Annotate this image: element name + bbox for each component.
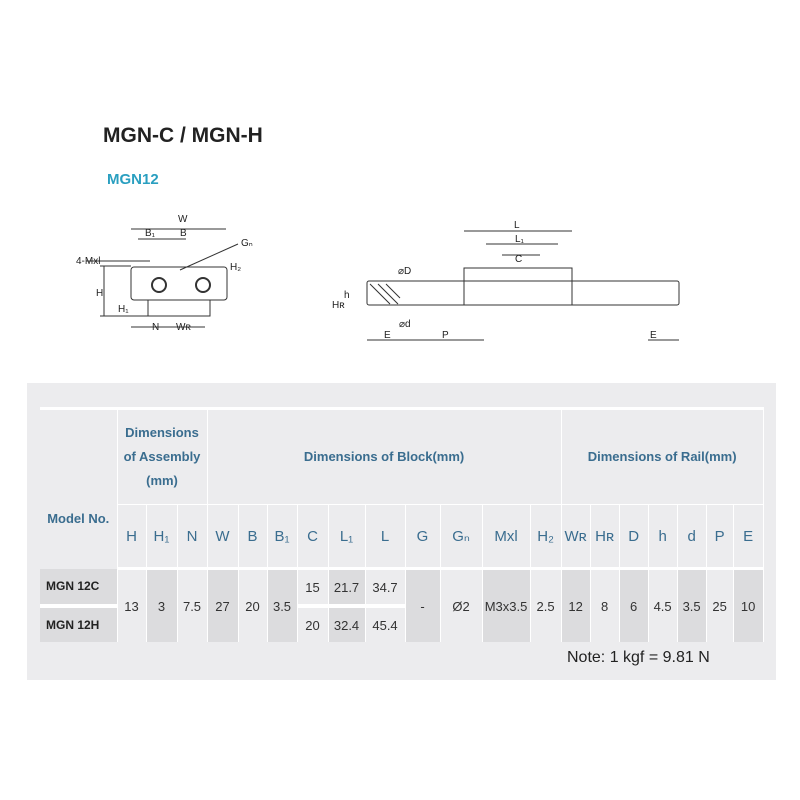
cell-G: - <box>405 569 440 643</box>
cell-d: 3.5 <box>677 569 706 643</box>
cell-L: 34.7 <box>365 569 405 607</box>
svg-text:B₁: B₁ <box>145 228 156 239</box>
cell-B1: 3.5 <box>267 569 297 643</box>
col-Gn: Gₙ <box>440 505 482 569</box>
cell-H1: 3 <box>146 569 177 643</box>
svg-text:H₂: H₂ <box>230 262 242 273</box>
page-title: MGN-C / MGN-H <box>103 124 263 147</box>
svg-text:Hʀ: Hʀ <box>332 300 345 311</box>
header-rail: Dimensions of Rail(mm) <box>561 409 763 505</box>
svg-text:E: E <box>384 330 391 341</box>
col-L: L <box>365 505 405 569</box>
svg-text:E: E <box>650 330 657 341</box>
col-C: C <box>297 505 328 569</box>
cell-Gn: Ø2 <box>440 569 482 643</box>
col-H2: H₂ <box>530 505 561 569</box>
svg-text:H: H <box>96 288 104 299</box>
header-assembly: Dimensions of Assembly (mm) <box>117 409 207 505</box>
svg-text:W: W <box>178 214 188 225</box>
cell-WR: 12 <box>561 569 590 643</box>
side-view <box>332 200 679 341</box>
col-D: D <box>619 505 648 569</box>
model-subtitle: MGN12 <box>107 171 159 188</box>
col-Mxl: Mxl <box>482 505 530 569</box>
svg-text:h: h <box>344 290 350 301</box>
col-h: h <box>648 505 677 569</box>
cell-H: 13 <box>117 569 146 643</box>
svg-text:⌀D: ⌀D <box>398 266 412 277</box>
col-W: W <box>207 505 238 569</box>
col-H1: H₁ <box>146 505 177 569</box>
svg-text:⌀d: ⌀d <box>399 319 411 330</box>
table-row <box>40 569 763 607</box>
column-headers <box>40 505 763 569</box>
cell-B: 20 <box>238 569 267 643</box>
svg-text:4-Mxl: 4-Mxl <box>76 256 101 267</box>
col-H: H <box>117 505 146 569</box>
model-name: MGN 12H <box>40 606 117 642</box>
cell-C: 15 <box>297 569 328 607</box>
cell-N: 7.5 <box>177 569 207 643</box>
col-d: d <box>677 505 706 569</box>
col-WR: Wʀ <box>561 505 590 569</box>
cell-C: 20 <box>297 606 328 642</box>
svg-text:B: B <box>180 228 187 239</box>
col-B1: B₁ <box>267 505 297 569</box>
spec-table <box>40 407 764 642</box>
svg-text:P: P <box>442 330 449 341</box>
col-P: P <box>706 505 733 569</box>
unit-note: Note: 1 kgf = 9.81 N <box>567 649 710 666</box>
col-B: B <box>238 505 267 569</box>
cell-h: 4.5 <box>648 569 677 643</box>
cell-HR: 8 <box>590 569 619 643</box>
svg-text:Gₙ: Gₙ <box>241 238 253 249</box>
cell-L1: 32.4 <box>328 606 365 642</box>
technical-drawing <box>0 200 800 350</box>
svg-text:H₁: H₁ <box>118 304 129 315</box>
cell-L1: 21.7 <box>328 569 365 607</box>
cell-Mxl: M3x3.5 <box>482 569 530 643</box>
col-L1: L₁ <box>328 505 365 569</box>
col-E: E <box>733 505 763 569</box>
svg-text:L: L <box>514 220 520 231</box>
cell-W: 27 <box>207 569 238 643</box>
header-block: Dimensions of Block(mm) <box>207 409 561 505</box>
cell-E: 10 <box>733 569 763 643</box>
cell-L: 45.4 <box>365 606 405 642</box>
col-G: G <box>405 505 440 569</box>
col-HR: Hʀ <box>590 505 619 569</box>
model-name: MGN 12C <box>40 569 117 607</box>
col-N: N <box>177 505 207 569</box>
svg-text:Wʀ: Wʀ <box>176 322 191 333</box>
cell-D: 6 <box>619 569 648 643</box>
cell-H2: 2.5 <box>530 569 561 643</box>
front-view <box>76 214 253 333</box>
svg-text:L₁: L₁ <box>515 234 524 245</box>
cell-P: 25 <box>706 569 733 643</box>
header-model-no: Model No. <box>40 409 117 569</box>
svg-text:N: N <box>152 322 160 333</box>
svg-text:C: C <box>515 254 523 265</box>
